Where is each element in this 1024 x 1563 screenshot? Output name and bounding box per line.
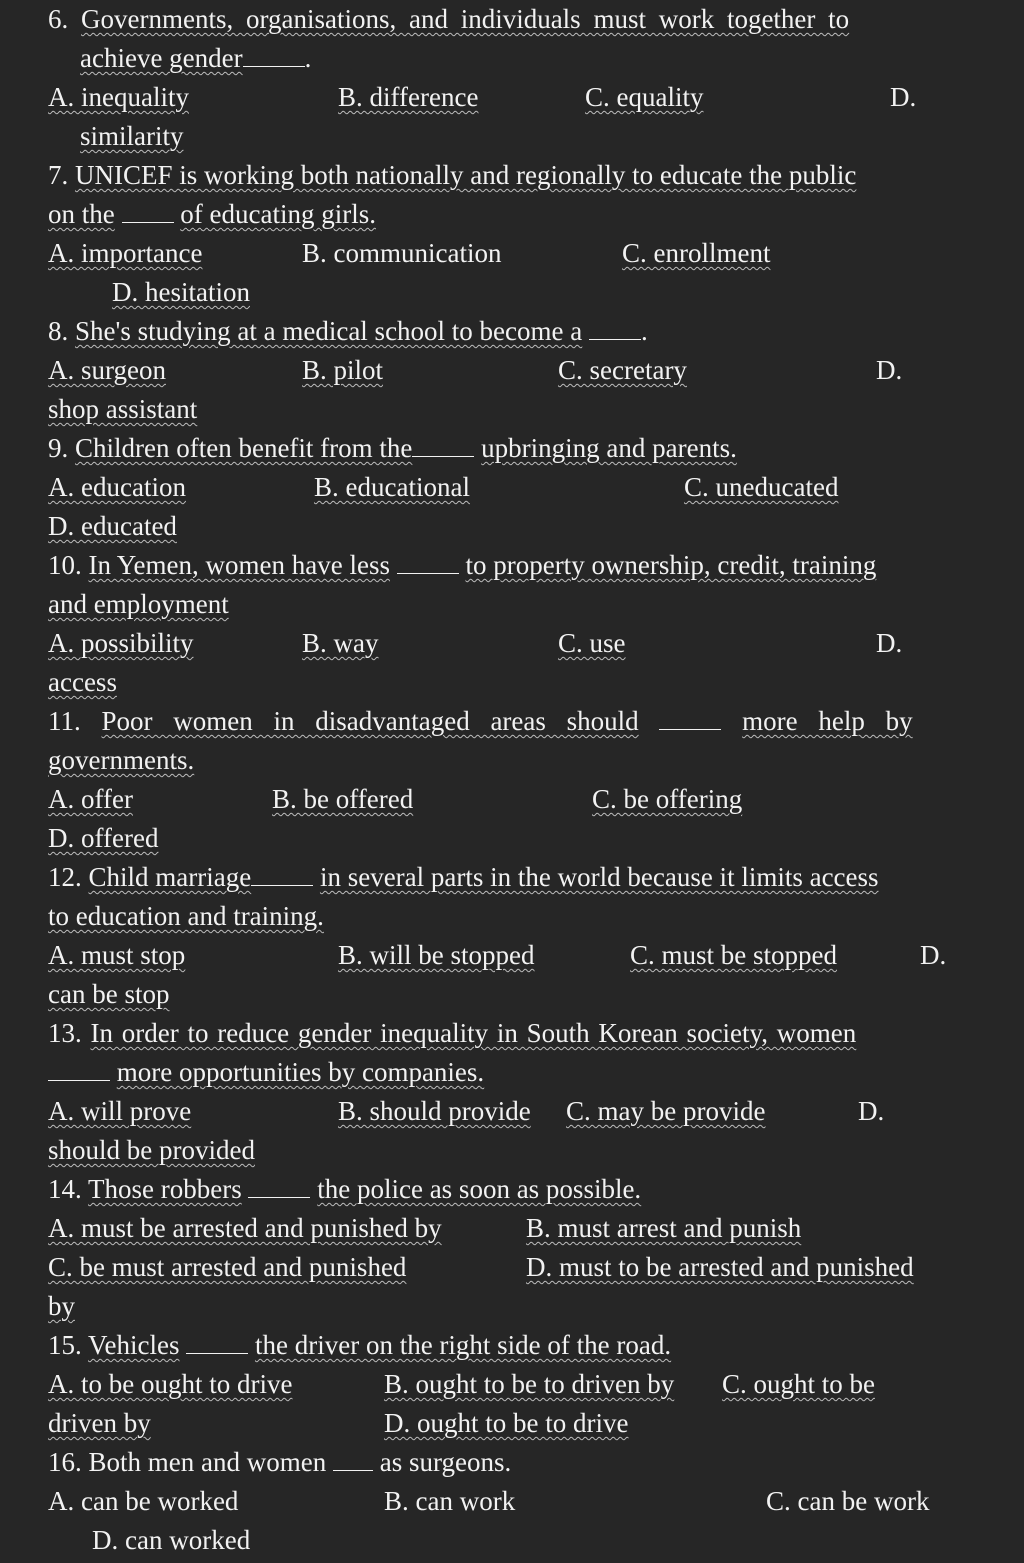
question-10-option-c bbox=[558, 626, 626, 660]
question-10-number: 10. bbox=[48, 550, 82, 580]
answer-blank bbox=[251, 863, 313, 886]
question-14-option-d-cont bbox=[48, 1289, 75, 1323]
question-9-stem-end: upbringing and parents. bbox=[481, 433, 737, 463]
question-16-option-d bbox=[92, 1523, 250, 1557]
question-8-stem: She's studying at a medical school to become a bbox=[75, 316, 583, 346]
question-7-stem: UNICEF is working both nationally and regionally to educate the public bbox=[75, 160, 857, 190]
option-a-text: A. surgeon bbox=[48, 355, 166, 385]
question-14-option-d bbox=[526, 1250, 914, 1284]
question-11-number: 11. bbox=[48, 706, 81, 736]
question-7-number: 7. bbox=[48, 160, 69, 190]
question-15-option-c-cont bbox=[48, 1406, 151, 1440]
question-15-option-c bbox=[722, 1367, 875, 1401]
option-b-text: B. pilot bbox=[302, 355, 384, 385]
question-16-number: 16. bbox=[48, 1447, 82, 1477]
question-8-option-d bbox=[876, 353, 902, 387]
answer-blank bbox=[659, 707, 721, 730]
option-d-cont-text: can be stop bbox=[48, 979, 170, 1009]
option-d-text: D. ought to be to drive bbox=[384, 1408, 629, 1438]
question-13-option-a bbox=[48, 1094, 191, 1128]
option-b-text: B. should provide bbox=[338, 1096, 531, 1126]
question-14-stem-end: the police as soon as possible. bbox=[317, 1174, 642, 1204]
question-6-number: 6. bbox=[48, 4, 69, 34]
question-13-option-c bbox=[566, 1094, 765, 1128]
question-12-option-d-cont bbox=[48, 977, 169, 1011]
option-b-text: B. educational bbox=[314, 472, 470, 502]
question-15-option-b bbox=[384, 1367, 674, 1401]
question-11-option-c bbox=[592, 782, 742, 816]
question-9-option-a bbox=[48, 470, 186, 504]
option-c-text: C. uneducated bbox=[684, 472, 839, 502]
option-a-text: A. inequality bbox=[48, 82, 189, 112]
question-11-stem: Poor women in disadvantaged areas should bbox=[101, 706, 639, 736]
option-d-text: D. hesitation bbox=[112, 277, 250, 307]
question-7-option-a bbox=[48, 236, 202, 270]
option-c-text: C. can be work bbox=[766, 1486, 930, 1516]
question-15-line-1 bbox=[48, 1328, 671, 1362]
question-10-option-a bbox=[48, 626, 194, 660]
question-13-line-2 bbox=[48, 1055, 484, 1089]
option-b-text: B. will be stopped bbox=[338, 940, 535, 970]
question-12-stem-mid: in several parts in the world because it limits access bbox=[319, 862, 879, 892]
option-c-text: C. may be provide bbox=[566, 1096, 766, 1126]
option-c-text: C. must be stopped bbox=[630, 940, 837, 970]
question-7-stem-end: of educating girls. bbox=[180, 199, 376, 229]
option-d-text: D. bbox=[858, 1096, 885, 1126]
option-c-text: C. be offering bbox=[592, 784, 743, 814]
option-c-text: C. ought to be bbox=[722, 1369, 875, 1399]
option-d-text: D. bbox=[876, 355, 903, 385]
answer-blank bbox=[186, 1331, 248, 1354]
question-11-option-b bbox=[272, 782, 413, 816]
question-15-option-a bbox=[48, 1367, 292, 1401]
question-13-option-b bbox=[338, 1094, 531, 1128]
option-b-text: B. communication bbox=[302, 238, 502, 268]
option-c-text: C. enrollment bbox=[622, 238, 771, 268]
question-16-line-1 bbox=[48, 1445, 511, 1479]
question-6-stem-end: . bbox=[304, 43, 312, 73]
option-a-text: A. can be worked bbox=[48, 1486, 239, 1516]
option-a-text: A. must be arrested and punished by bbox=[48, 1213, 442, 1243]
question-7-option-d bbox=[112, 275, 250, 309]
question-14-stem: Those robbers bbox=[88, 1174, 242, 1204]
question-9-line-1 bbox=[48, 431, 737, 465]
answer-blank bbox=[397, 551, 459, 574]
option-b-text: B. must arrest and punish bbox=[526, 1213, 802, 1243]
question-15-option-d bbox=[384, 1406, 628, 1440]
question-13-option-d-cont bbox=[48, 1133, 255, 1167]
question-8-line-1 bbox=[48, 314, 648, 348]
question-11-stem-end: governments. bbox=[48, 745, 195, 775]
answer-blank bbox=[589, 317, 641, 340]
question-8-stem-end: . bbox=[641, 316, 648, 346]
question-8-option-c bbox=[558, 353, 687, 387]
option-d-text: D. can worked bbox=[92, 1525, 251, 1555]
option-b-text: B. ought to be to driven by bbox=[384, 1369, 675, 1399]
question-6-option-c bbox=[585, 80, 703, 114]
question-7-stem-cont: on the bbox=[48, 199, 115, 229]
question-10-line-2 bbox=[48, 587, 229, 621]
question-6-stem: Governments, organisations, and individuals must work together to bbox=[81, 4, 850, 34]
option-d-text: D. bbox=[876, 628, 903, 658]
answer-blank bbox=[243, 44, 305, 67]
option-a-text: A. must stop bbox=[48, 940, 186, 970]
question-11-stem-mid: more help by bbox=[742, 706, 913, 736]
question-15-number: 15. bbox=[48, 1330, 82, 1360]
question-16-option-c bbox=[766, 1484, 929, 1518]
question-10-option-d-cont bbox=[48, 665, 117, 699]
question-6-option-d bbox=[890, 80, 916, 114]
question-12-option-c bbox=[630, 938, 837, 972]
question-8-option-d-cont bbox=[48, 392, 197, 426]
option-b-text: B. difference bbox=[338, 82, 479, 112]
question-13-stem-end: more opportunities by companies. bbox=[116, 1057, 485, 1087]
option-d-text: D. must to be arrested and punished bbox=[526, 1252, 914, 1282]
question-10-option-d bbox=[876, 626, 902, 660]
option-a-text: A. will prove bbox=[48, 1096, 192, 1126]
answer-blank bbox=[122, 200, 174, 223]
question-8-number: 8. bbox=[48, 316, 69, 346]
question-15-stem-end: the driver on the right side of the road. bbox=[254, 1330, 672, 1360]
option-d-cont-text: should be provided bbox=[48, 1135, 255, 1165]
option-b-text: B. can work bbox=[384, 1486, 516, 1516]
question-7-option-c bbox=[622, 236, 770, 270]
question-10-line-1 bbox=[48, 548, 876, 582]
question-12-option-b bbox=[338, 938, 535, 972]
answer-blank bbox=[248, 1175, 310, 1198]
question-9-option-b bbox=[314, 470, 470, 504]
option-a-text: A. offer bbox=[48, 784, 133, 814]
question-10-option-b bbox=[302, 626, 379, 660]
option-d-text: D. offered bbox=[48, 823, 159, 853]
question-14-option-b bbox=[526, 1211, 801, 1245]
question-12-stem-end: to education and training. bbox=[48, 901, 324, 931]
question-9-number: 9. bbox=[48, 433, 69, 463]
option-d-text: D. bbox=[920, 940, 947, 970]
option-a-text: A. to be ought to drive bbox=[48, 1369, 293, 1399]
question-6-line-1 bbox=[48, 2, 849, 36]
answer-blank bbox=[48, 1058, 110, 1081]
question-11-line-1 bbox=[48, 704, 913, 738]
option-b-text: B. way bbox=[302, 628, 379, 658]
question-11-line-2 bbox=[48, 743, 194, 777]
option-c-text: C. secretary bbox=[558, 355, 687, 385]
question-11-option-a bbox=[48, 782, 133, 816]
question-16-stem: Both men and women bbox=[88, 1447, 327, 1477]
question-14-option-c bbox=[48, 1250, 406, 1284]
question-10-stem-mid: to property ownership, credit, training bbox=[465, 550, 877, 580]
question-11-option-d bbox=[48, 821, 158, 855]
option-c-text: C. equality bbox=[585, 82, 704, 112]
question-10-stem-end: and employment bbox=[48, 589, 229, 619]
question-12-option-a bbox=[48, 938, 185, 972]
question-12-line-1 bbox=[48, 860, 879, 894]
question-12-line-2 bbox=[48, 899, 324, 933]
question-12-number: 12. bbox=[48, 862, 82, 892]
question-14-number: 14. bbox=[48, 1174, 82, 1204]
option-d-cont-text: access bbox=[48, 667, 117, 697]
option-d-cont-text: by bbox=[48, 1291, 75, 1321]
question-14-option-a bbox=[48, 1211, 442, 1245]
question-6-option-d-cont bbox=[80, 119, 184, 153]
question-9-option-d bbox=[48, 509, 177, 543]
question-15-stem: Vehicles bbox=[88, 1330, 180, 1360]
question-8-option-b bbox=[302, 353, 383, 387]
question-16-option-b bbox=[384, 1484, 515, 1518]
option-a-text: A. importance bbox=[48, 238, 203, 268]
question-7-line-1 bbox=[48, 158, 856, 192]
option-a-text: A. possibility bbox=[48, 628, 194, 658]
question-16-option-a bbox=[48, 1484, 238, 1518]
question-13-option-d bbox=[858, 1094, 884, 1128]
option-c-cont-text: driven by bbox=[48, 1408, 151, 1438]
answer-blank bbox=[333, 1448, 373, 1471]
question-6-option-a bbox=[48, 80, 189, 114]
question-9-option-c bbox=[684, 470, 838, 504]
question-16-stem-end: as surgeons. bbox=[379, 1447, 512, 1477]
question-6-option-b bbox=[338, 80, 478, 114]
question-12-stem: Child marriage bbox=[88, 862, 252, 892]
option-d-text: D. educated bbox=[48, 511, 177, 541]
option-c-text: C. use bbox=[558, 628, 626, 658]
question-12-option-d bbox=[920, 938, 946, 972]
option-d-text: D. bbox=[890, 82, 917, 112]
answer-blank bbox=[412, 434, 474, 457]
question-13-number: 13. bbox=[48, 1018, 82, 1048]
question-9-stem: Children often benefit from the bbox=[75, 433, 413, 463]
option-c-text: C. be must arrested and punished bbox=[48, 1252, 407, 1282]
question-6-stem-cont: achieve gender bbox=[80, 43, 243, 73]
question-8-option-a bbox=[48, 353, 166, 387]
question-10-stem: In Yemen, women have less bbox=[88, 550, 390, 580]
option-a-text: A. education bbox=[48, 472, 186, 502]
question-13-line-1 bbox=[48, 1016, 856, 1050]
option-b-text: B. be offered bbox=[272, 784, 414, 814]
question-6-line-2 bbox=[80, 41, 311, 75]
question-14-line-1 bbox=[48, 1172, 641, 1206]
question-7-option-b bbox=[302, 236, 501, 270]
question-13-stem: In order to reduce gender inequality in South Korean society, women bbox=[90, 1018, 857, 1048]
option-d-cont-text: shop assistant bbox=[48, 394, 198, 424]
option-d-cont-text: similarity bbox=[80, 121, 184, 151]
question-7-line-2 bbox=[48, 197, 376, 231]
